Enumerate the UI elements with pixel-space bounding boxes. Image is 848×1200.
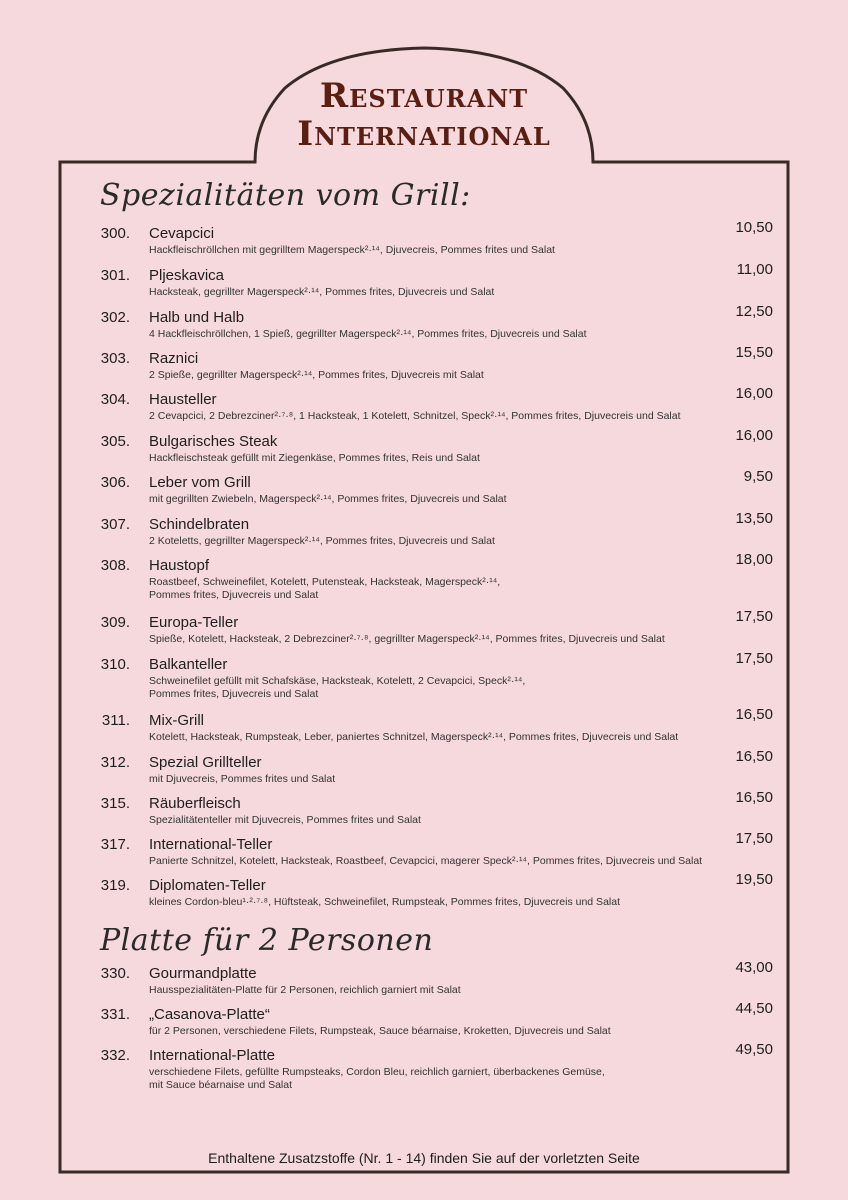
item-name: Balkanteller	[149, 656, 228, 673]
item-price: 16,50	[735, 706, 773, 723]
item-price: 9,50	[743, 468, 773, 485]
item-number: 304.	[100, 391, 130, 408]
item-name: Schindelbraten	[149, 516, 250, 533]
section-heading-platter: Platte für 2 Personen	[100, 923, 434, 958]
item-description: Hausspezialitäten-Platte für 2 Personen, reichlich garniert mit Salat	[149, 984, 461, 996]
item-description: 4 Hackfleischröllchen, 1 Spieß, gegrillter Magerspeck²·¹⁴, Pommes frites, Djuvecreis und Salat	[149, 328, 587, 340]
item-number: 301.	[100, 267, 130, 284]
item-number: 309.	[100, 614, 130, 631]
item-price: 17,50	[735, 650, 773, 667]
item-name: Haustopf	[149, 557, 210, 574]
item-description: für 2 Personen, verschiedene Filets, Rumpsteak, Sauce béarnaise, Kroketten, Djuvecreis und Salat	[149, 1025, 611, 1037]
item-name: International-Teller	[149, 836, 273, 853]
restaurant-title-line2: International	[297, 114, 551, 154]
item-price: 49,50	[735, 1041, 773, 1058]
item-price: 18,00	[735, 551, 773, 568]
item-name: Räuberfleisch	[149, 795, 241, 812]
item-price: 16,00	[735, 427, 773, 444]
item-number: 317.	[100, 836, 130, 853]
item-number: 319.	[100, 877, 130, 894]
item-price: 44,50	[735, 1000, 773, 1017]
item-number: 310.	[100, 656, 130, 673]
item-price: 43,00	[735, 959, 773, 976]
item-number: 308.	[100, 557, 130, 574]
item-price: 16,50	[735, 789, 773, 806]
item-name: Cevapcici	[149, 225, 215, 242]
item-number: 315.	[100, 795, 130, 812]
item-number: 303.	[100, 350, 130, 367]
item-description: Roastbeef, Schweinefilet, Kotelett, Putensteak, Hacksteak, Magerspeck²·¹⁴, Pommes frites, Djuvecreis und Salat	[149, 576, 501, 601]
item-price: 16,00	[735, 385, 773, 402]
item-price: 16,50	[735, 748, 773, 765]
item-name: Gourmandplatte	[149, 965, 257, 982]
item-name: International-Platte	[149, 1047, 275, 1064]
item-description: Hackfleischröllchen mit gegrilltem Magerspeck²·¹⁴, Djuvecreis, Pommes frites und Salat	[149, 244, 555, 256]
item-description: verschiedene Filets, gefüllte Rumpsteaks, Cordon Bleu, reichlich garniert, überbackenes Gemüse, mit Sauce béarnaise und Salat	[149, 1066, 605, 1091]
item-name: Bulgarisches Steak	[149, 433, 278, 450]
item-name: Spezial Grillteller	[149, 754, 262, 771]
item-description: Panierte Schnitzel, Kotelett, Hacksteak, Roastbeef, Cevapcici, magerer Speck²·¹⁴, Pommes frites, Djuvecreis und Salat	[149, 855, 703, 867]
item-number: 307.	[100, 516, 130, 533]
item-number: 330.	[100, 965, 130, 982]
item-price: 19,50	[735, 871, 773, 888]
item-number: 306.	[100, 474, 130, 491]
item-price: 15,50	[735, 344, 773, 361]
item-price: 10,50	[735, 219, 773, 236]
item-number: 302.	[100, 309, 130, 326]
item-description: kleines Cordon-bleu¹·²·⁷·⁸, Hüftsteak, Schweinefilet, Rumpsteak, Pommes frites, Djuvecreis und Salat	[149, 896, 620, 908]
item-name: Diplomaten-Teller	[149, 877, 266, 894]
item-description: mit gegrillten Zwiebeln, Magerspeck²·¹⁴, Pommes frites, Djuvecreis und Salat	[149, 493, 507, 505]
section-heading-grill: Spezialitäten vom Grill:	[100, 178, 471, 213]
item-price: 17,50	[735, 608, 773, 625]
item-name: Europa-Teller	[149, 614, 239, 631]
item-number: 332.	[100, 1047, 130, 1064]
item-price: 12,50	[735, 303, 773, 320]
item-name: „Casanova-Platte“	[149, 1006, 270, 1023]
item-description: Spezialitätenteller mit Djuvecreis, Pommes frites und Salat	[149, 814, 421, 826]
footer-note: Enthaltene Zusatzstoffe (Nr. 1 - 14) finden Sie auf der vorletzten Seite	[208, 1150, 640, 1166]
item-description: Kotelett, Hacksteak, Rumpsteak, Leber, paniertes Schnitzel, Magerspeck²·¹⁴, Pommes frites, Djuvecreis und Salat	[149, 731, 679, 743]
item-description: 2 Cevapcici, 2 Debrezciner²·⁷·⁸, 1 Hacksteak, 1 Kotelett, Schnitzel, Speck²·¹⁴, Pommes frites, Djuvecreis und Salat	[149, 410, 681, 422]
item-number: 300.	[100, 225, 130, 242]
item-description: Hacksteak, gegrillter Magerspeck²·¹⁴, Pommes frites, Djuvecreis und Salat	[149, 286, 495, 298]
restaurant-title-line1: Restaurant	[319, 76, 529, 116]
item-number: 305.	[100, 433, 130, 450]
item-description: Hackfleischsteak gefüllt mit Ziegenkäse, Pommes frites, Reis und Salat	[149, 452, 480, 464]
item-name: Halb und Halb	[149, 309, 245, 326]
item-price: 17,50	[735, 830, 773, 847]
item-name: Raznici	[149, 350, 199, 367]
item-name: Leber vom Grill	[149, 474, 251, 491]
item-description: 2 Spieße, gegrillter Magerspeck²·¹⁴, Pommes frites, Djuvecreis mit Salat	[149, 369, 484, 381]
item-name: Hausteller	[149, 391, 217, 408]
item-description: Schweinefilet gefüllt mit Schafskäse, Hacksteak, Kotelett, 2 Cevapcici, Speck²·¹⁴, Pommes frites, Djuvecreis und Salat	[149, 675, 526, 700]
item-number: 311.	[101, 712, 130, 729]
item-number: 331.	[100, 1006, 130, 1023]
item-number: 312.	[100, 754, 130, 771]
item-price: 11,00	[736, 261, 773, 278]
item-name: Pljeskavica	[149, 267, 225, 284]
item-price: 13,50	[735, 510, 773, 527]
item-name: Mix-Grill	[149, 712, 204, 729]
item-description: mit Djuvecreis, Pommes frites und Salat	[149, 773, 336, 785]
item-description: Spieße, Kotelett, Hacksteak, 2 Debrezciner²·⁷·⁸, gegrillter Magerspeck²·¹⁴, Pommes frites, Djuvecreis und Salat	[149, 633, 665, 645]
item-description: 2 Koteletts, gegrillter Magerspeck²·¹⁴, Pommes frites, Djuvecreis und Salat	[149, 535, 495, 547]
